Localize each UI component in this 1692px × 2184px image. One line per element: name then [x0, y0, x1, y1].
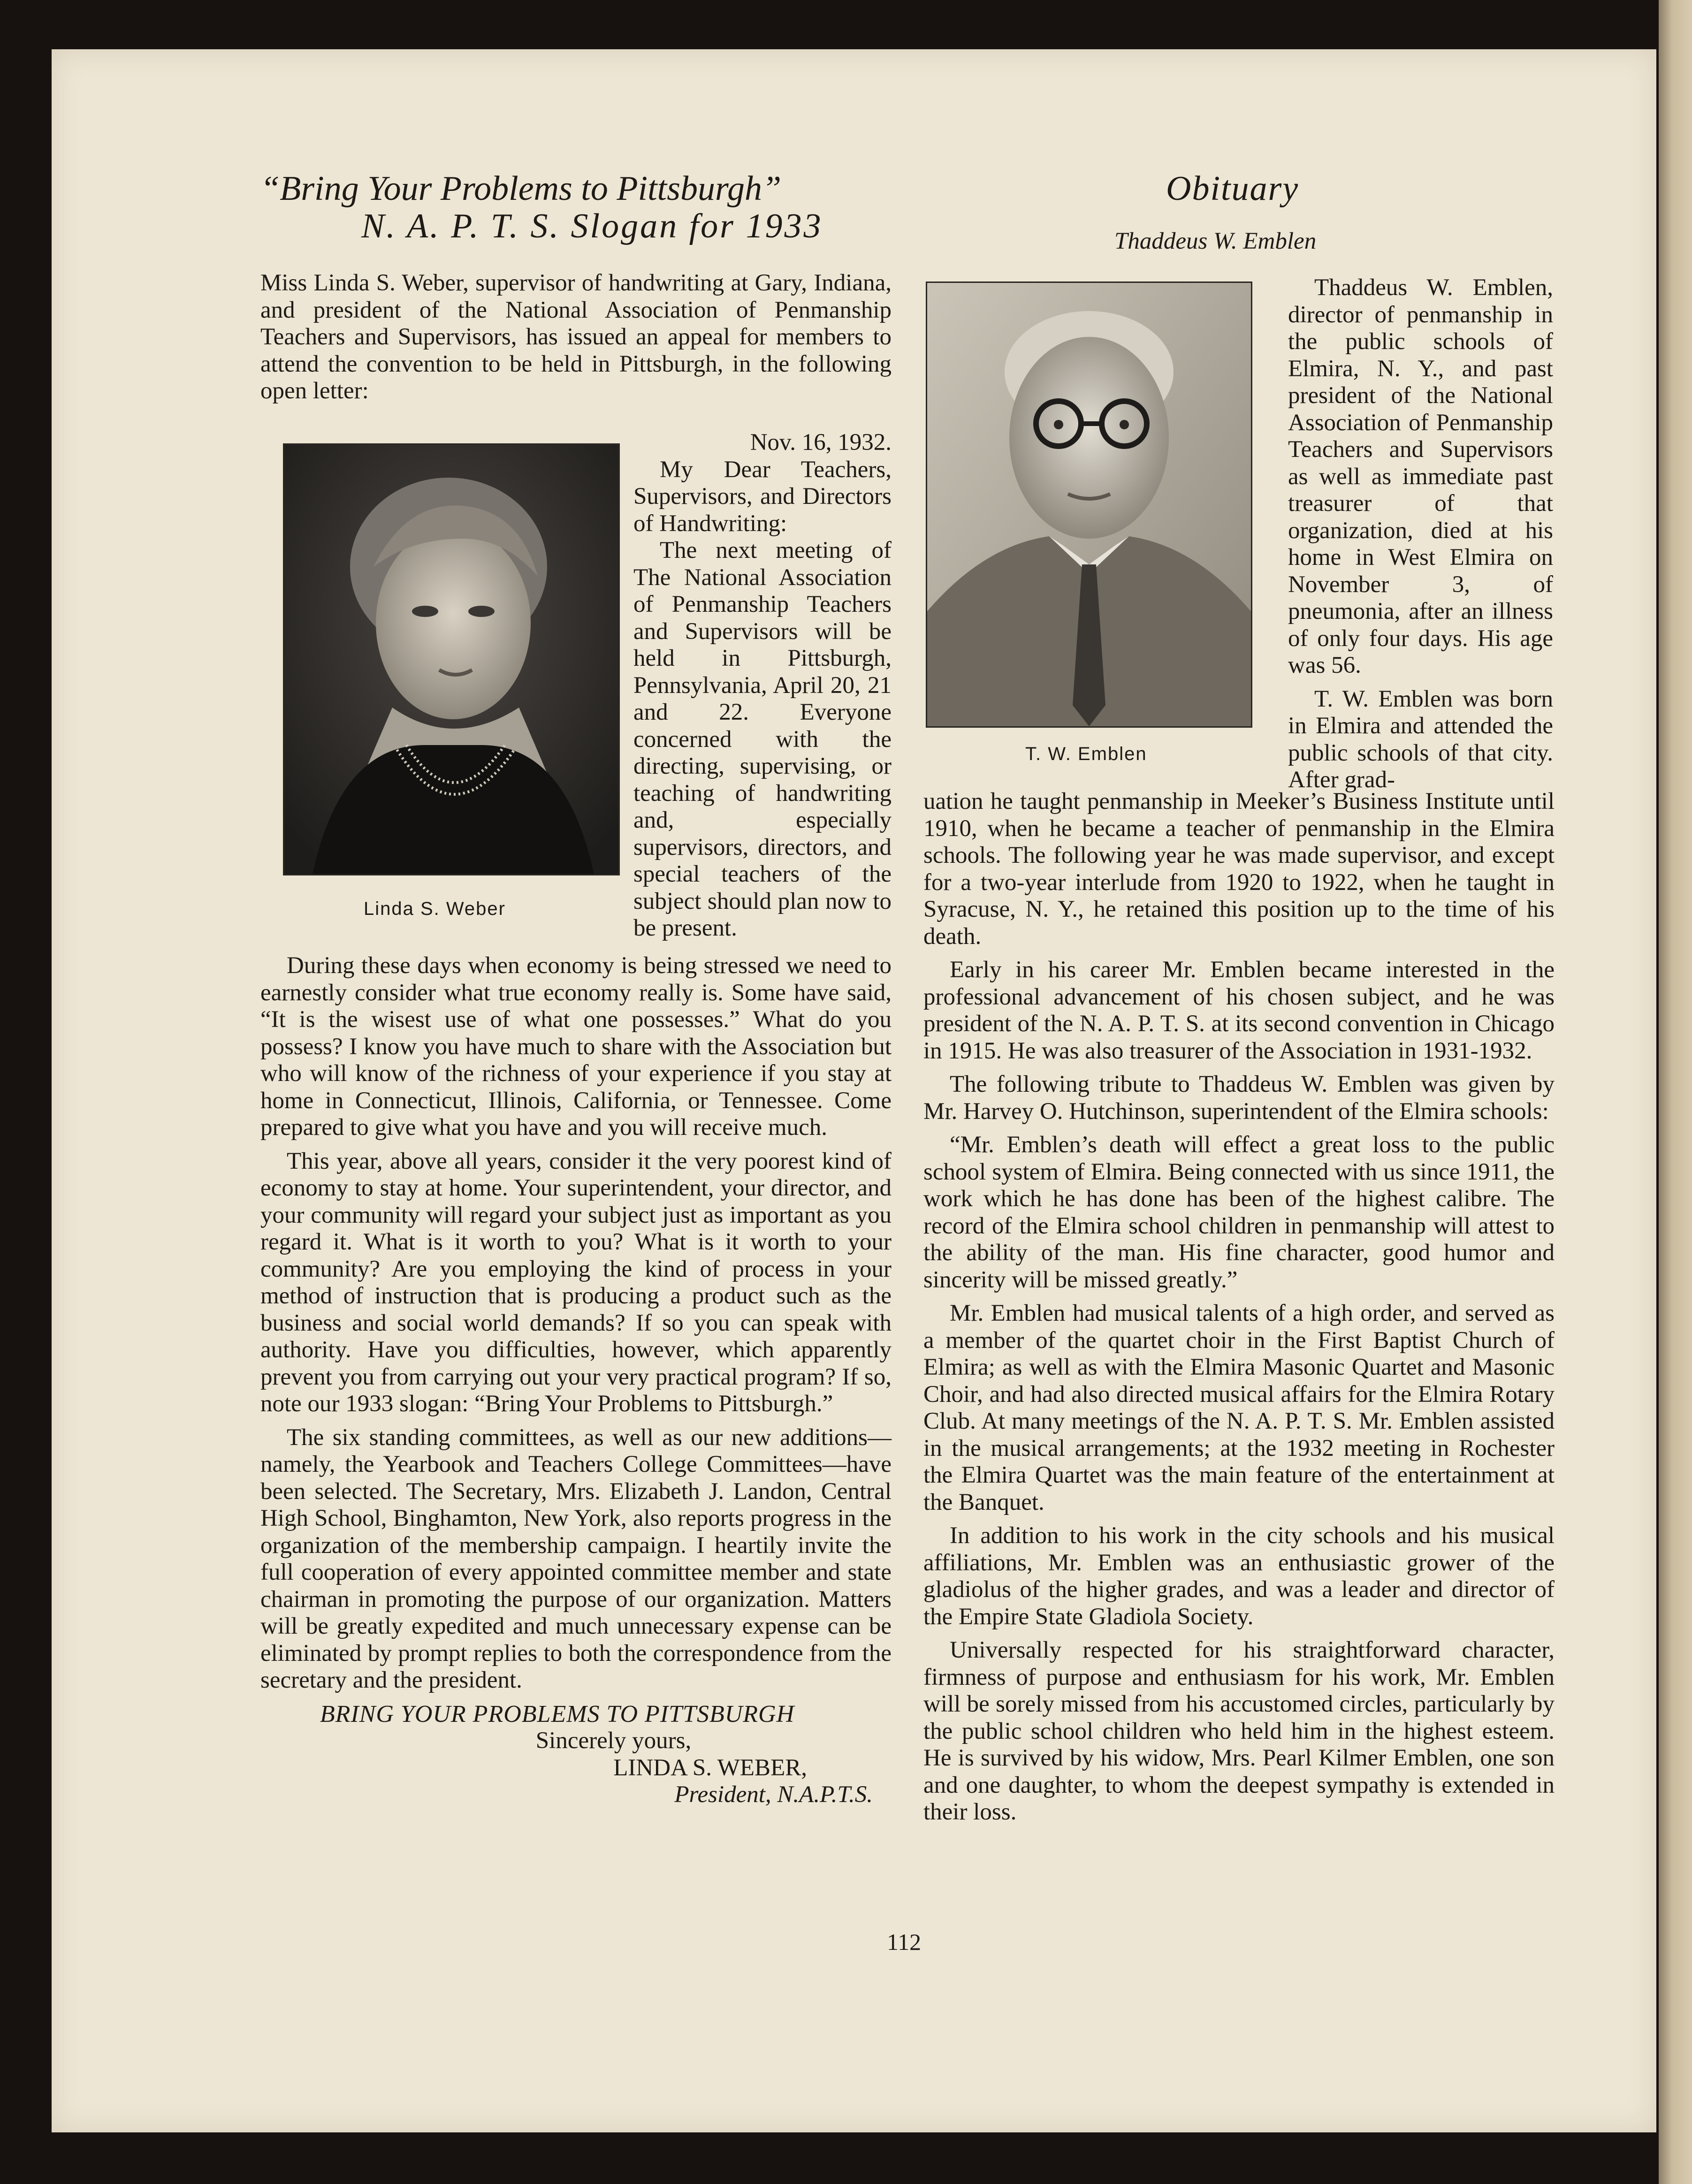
obituary-paragraph: In addition to his work in the city schools and his musical affiliations, Mr. Emblen was an enthusiastic grower of the gladiolus of the higher grades, and was a leader and director of the Empire State Gladiola Society. — [923, 1522, 1555, 1630]
obituary-title: Obituary — [1166, 169, 1299, 208]
portrait-photo-weber — [283, 443, 620, 875]
letter-paragraph: During these days when economy is being stressed we need to earnestly consider what true economy really is. Some have said, “It is the wisest use of what one possesses.” What do you possess? I know you have much to share with the Association but who will know of the richness of your experience if you stay at home in Connecticut, Illinois, California, or Tennessee. Come prepared to give what you have and you will receive much. — [260, 952, 892, 1141]
article-title: “Bring Your Problems to Pittsburgh” — [260, 169, 782, 208]
obituary-paragraph: The following tribute to Thaddeus W. Emblen was given by Mr. Harvey O. Hutchinson, superintendent of the Elmira schools: — [923, 1071, 1555, 1125]
photo-caption-emblen: T. W. Emblen — [1025, 744, 1147, 764]
article-intro: Miss Linda S. Weber, supervisor of handwriting at Gary, Indiana, and president of the National Association of Penmanship Teachers and Supervisors, has issued an appeal for members to attend the convention to be held in Pittsburgh, in the following open letter: — [260, 270, 892, 404]
letter-signature: LINDA S. WEBER, — [613, 1754, 807, 1781]
letter-paragraph: The next meeting of The National Association of Penmanship Teachers and Supervisors will be held in Pittsburgh, Pennsylvania, April 20, 21 and 22. Everyone concerned with the directing, supervising, or teaching of handwriting and, especially supervisors, directors, and special teachers of the subject should plan now to be present. — [633, 537, 892, 941]
portrait-photo-emblen — [926, 282, 1252, 728]
obituary-body — [923, 788, 1555, 1826]
letter-date: Nov. 16, 1932. — [750, 429, 892, 456]
obituary-opening — [1288, 274, 1553, 794]
article-subtitle: N. A. P. T. S. Slogan for 1933 — [361, 207, 823, 245]
obituary-paragraph: uation he taught penmanship in Meeker’s Business Institute until 1910, when he became a teacher of penmanship in the Elmira schools. The following year he was made supervisor, and except for a two-year interlude from 1920 to 1922, when he taught in Syracuse, N. Y., he retained this position up to the time of his death. — [923, 788, 1555, 950]
page-number: 112 — [887, 1929, 922, 1955]
signer-title: President, N.A.P.T.S. — [674, 1781, 873, 1808]
obituary-paragraph: “Mr. Emblen’s death will effect a great loss to the public school system of Elmira. Being connected with us since 1911, the work which he has done has been of the highest calibre. The record of the Elmira school children in penmanship will attest to the ability of the man. His fine character, good humor and sincerity will be missed greatly.” — [923, 1132, 1555, 1293]
obituary-paragraph: Early in his career Mr. Emblen became interested in the professional advancement of his chosen subject, and he was president of the N. A. P. T. S. at its second convention in Chicago in 1915. He was also treasurer of the Association in 1931-1932. — [923, 957, 1555, 1064]
obituary-paragraph: Mr. Emblen had musical talents of a high order, and served as a member of the quartet choir in the First Baptist Church of Elmira; as well as with the Elmira Masonic Quartet and Masonic Choir, and had also directed musical affairs for the Elmira Rotary Club. At many meetings of the N. A. P. T. S. Mr. Emblen assisted in the musical arrangements; at the 1932 meeting in Rochester the Elmira Quartet was the main feature of the entertainment at the Banquet. — [923, 1300, 1555, 1515]
photo-caption-weber: Linda S. Weber — [364, 898, 506, 919]
letter-salutation: My Dear Teachers, Supervisors, and Directors of Handwriting: — [633, 456, 892, 537]
obituary-subject: Thaddeus W. Emblen — [1114, 228, 1317, 254]
letter-closing: Sincerely yours, — [535, 1727, 692, 1754]
letter-paragraph: This year, above all years, consider it the very poorest kind of economy to stay at home. Your superintendent, your director, and your community will regard your subject just as important as you regard it. What is it worth to you? What is it worth to your community? Are you employing the kind of process in your method of instruction that is producing a product such as the business and social world demands? If so you can speak with authority. Have you difficulties, however, which apparently prevent you from carrying out your very practical program? If so, note our 1933 slogan: “Bring Your Problems to Pittsburgh.” — [260, 1148, 892, 1417]
obituary-paragraph: T. W. Emblen was born in Elmira and attended the public schools of that city. After grad- — [1288, 685, 1553, 793]
letter-body — [260, 952, 892, 1809]
obituary-paragraph: Universally respected for his straightforward character, firmness of purpose and enthusiasm for his work, Mr. Emblen will be sorely missed from his accustomed circles, particularly by the public school children who held him in the highest esteem. He is survived by his widow, Mrs. Pearl Kilmer Emblen, one son and one daughter, to whom the deepest sympathy is extended in their loss. — [923, 1637, 1555, 1825]
letter-opening — [633, 429, 892, 942]
letter-paragraph: The six standing committees, as well as our new additions—namely, the Yearbook and Teachers College Committees—have been selected. The Secretary, Mrs. Elizabeth J. Landon, Central High School, Binghamton, New York, also reports progress in the organization of the membership campaign. I heartily invite the full cooperation of every appointed committee member and state chairman in promoting the purpose of our organization. Matters will be greatly expedited and much unnecessary expense can be eliminated by prompt replies to both the correspondence from the secretary and the president. — [260, 1424, 892, 1693]
obituary-paragraph: Thaddeus W. Emblen, director of penmanship in the public schools of Elmira, N. Y., and past president of the National Association of Penmanship Teachers and Supervisors as well as immediate past treasurer of that organization, died at his home in West Elmira on November 3, of pneumonia, after an illness of only four days. His age was 56. — [1288, 274, 1553, 678]
slogan: BRING YOUR PROBLEMS TO PITTSBURGH — [320, 1700, 795, 1727]
next-page-edge — [1659, 0, 1692, 2184]
